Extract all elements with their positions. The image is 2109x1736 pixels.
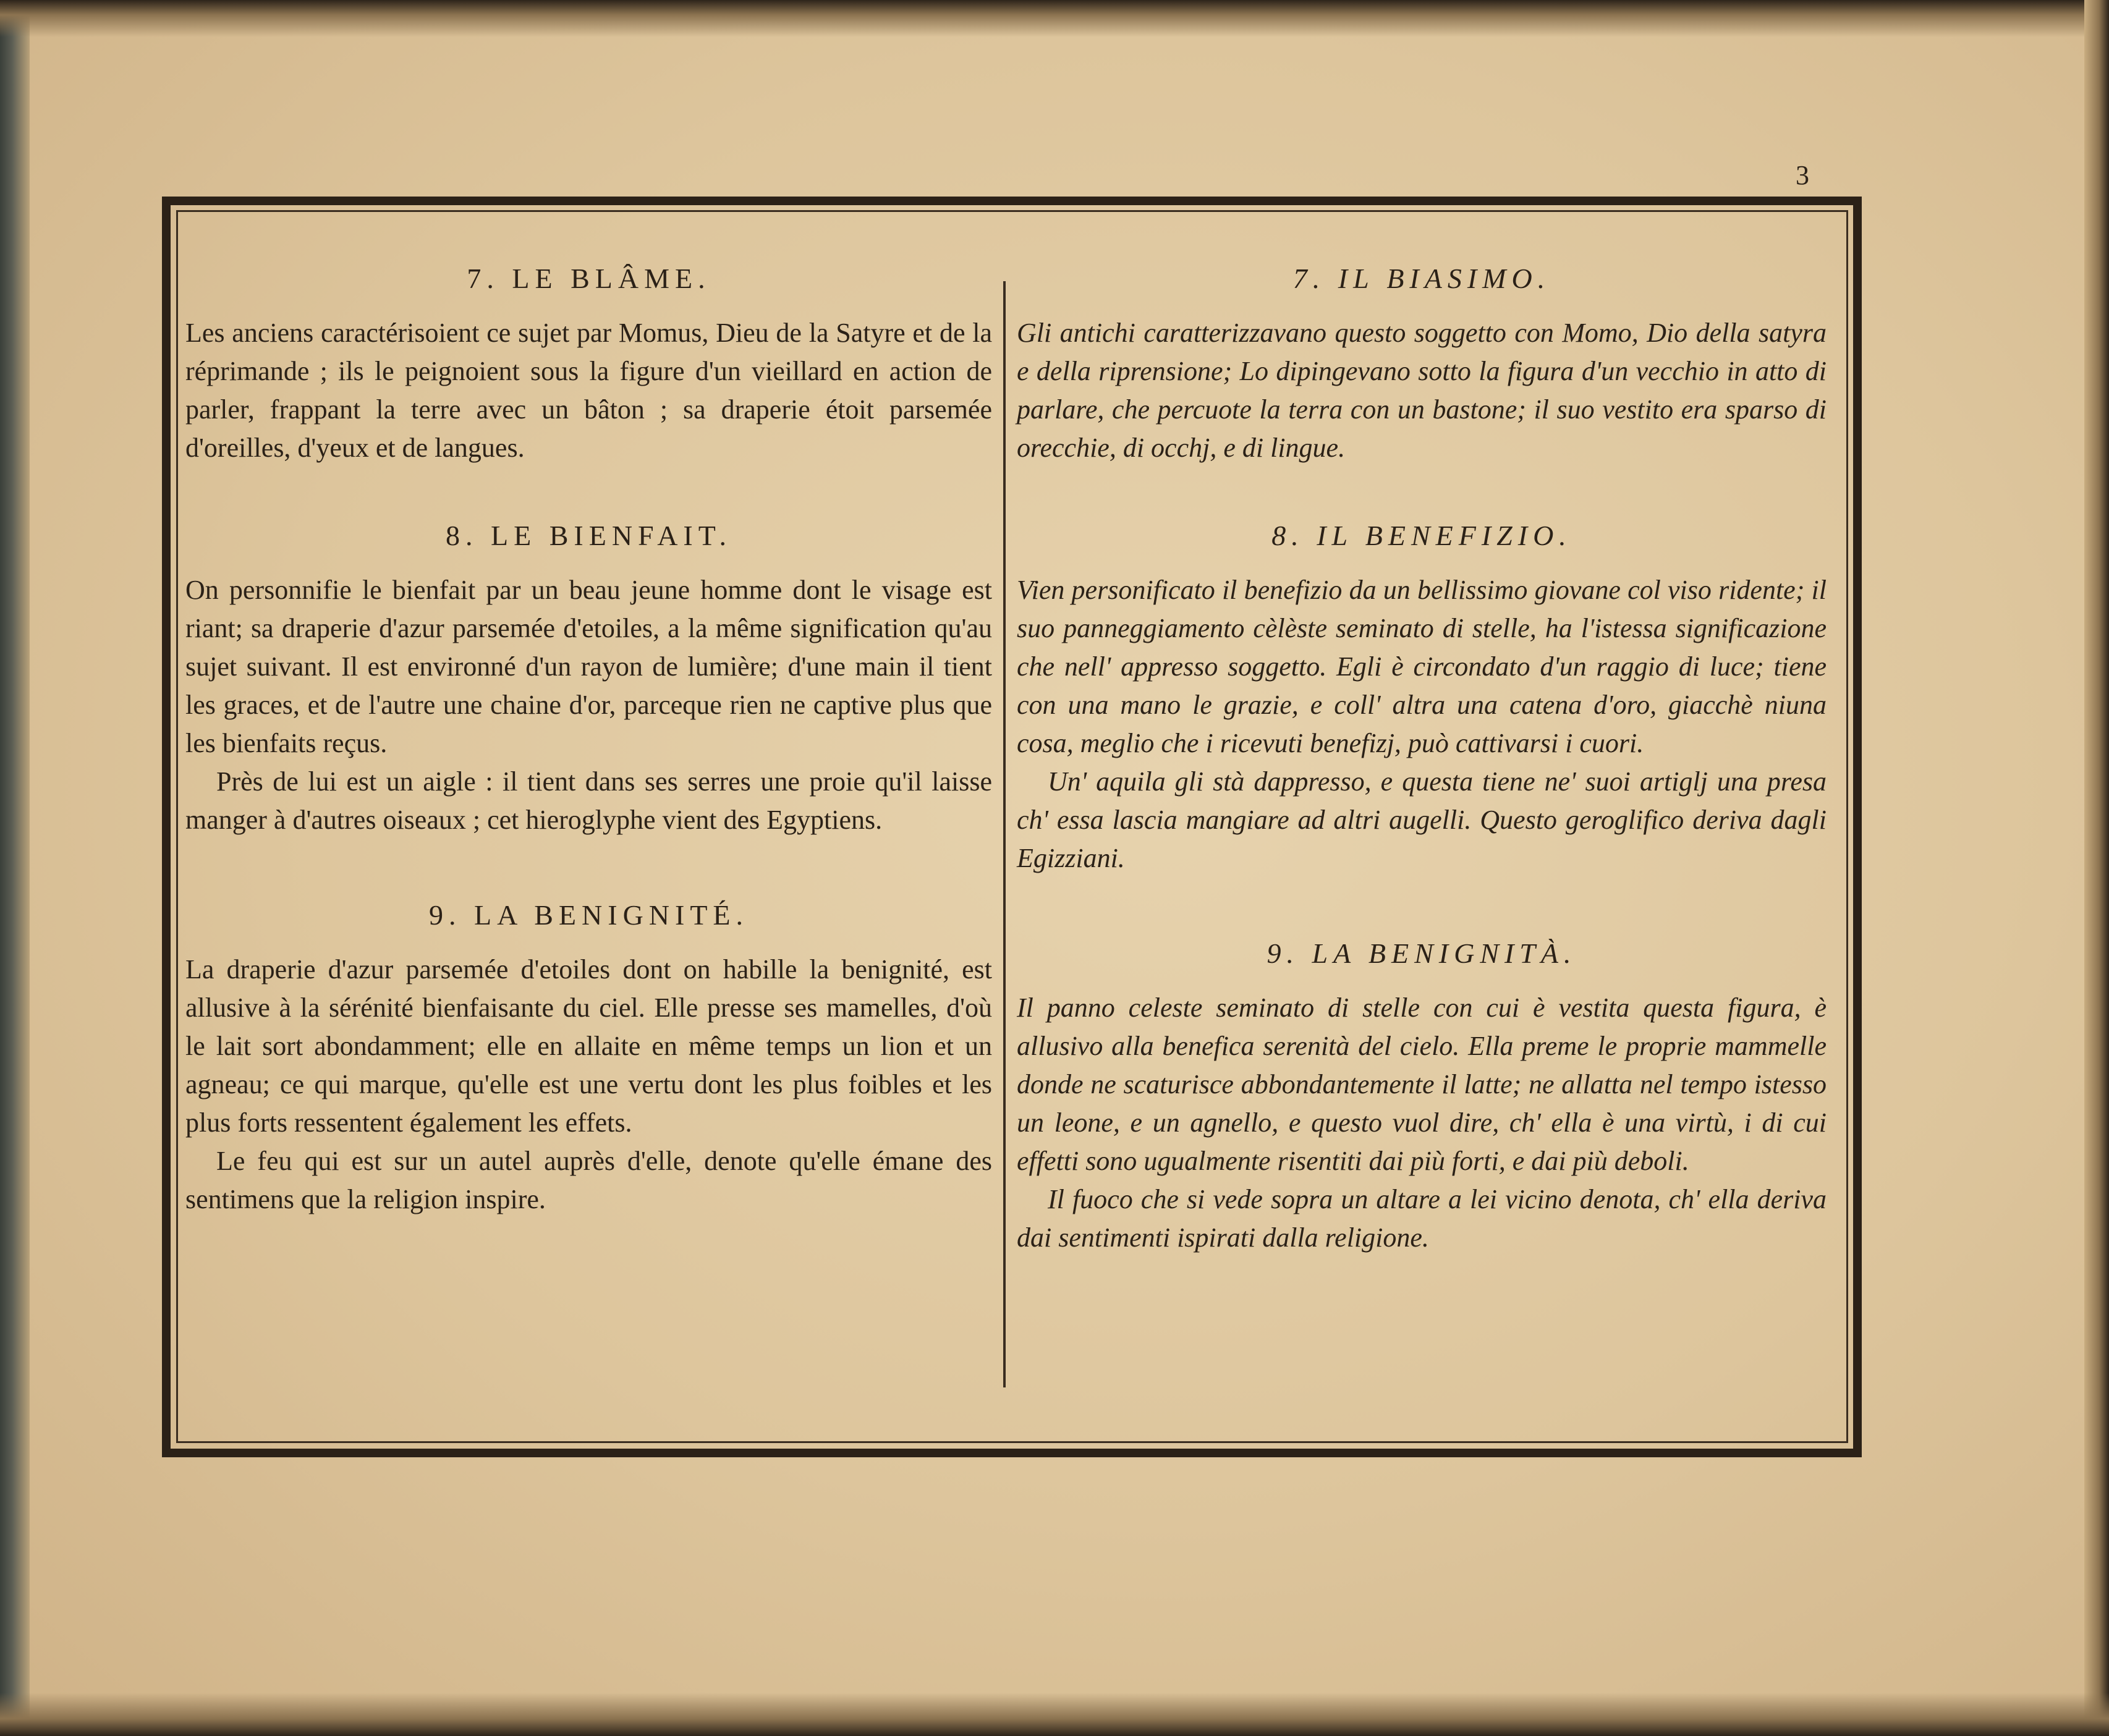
section-heading: 7. IL BIASIMO.	[1292, 263, 1551, 294]
section-biasimo	[1017, 260, 1827, 467]
section-heading: 9. LA BENIGNITÀ.	[1267, 938, 1577, 969]
section-paragraph: Un' aquila gli stà dappresso, e questa tiene ne' suoi artiglj una presa ch' essa lascia mangiare ad altri augelli. Questo geroglifico deriva dagli Egizziani.	[1017, 766, 1827, 873]
page-number: 3	[1796, 160, 1809, 190]
section-benignita	[1017, 934, 1827, 1257]
section-heading: 7. LE BLÂME.	[467, 263, 711, 294]
section-benefizio	[1017, 517, 1827, 878]
section-heading: 8. LE BIENFAIT.	[446, 520, 732, 551]
book-spine	[0, 0, 30, 1736]
section-blame	[185, 260, 992, 467]
page-right-edge	[2084, 0, 2109, 1736]
column-divider	[1003, 281, 1006, 1387]
page-bottom-edge	[0, 1693, 2109, 1736]
section-paragraph: On personnifie le bienfait par un beau jeune homme dont le visage est riant; sa draperie d'azur parsemée d'etoiles, a la même signification qu'au sujet suivant. Il est environné d'un rayon de lumière; d'une main il tient les graces, et de l'autre une chaine d'or, parceque rien ne captive plus que les bienfaits reçus.	[185, 575, 992, 758]
italian-column	[1017, 260, 1827, 1257]
section-paragraph: Le feu qui est sur un autel auprès d'elle, denote qu'elle émane des sentimens que la religion inspire.	[185, 1146, 992, 1214]
section-paragraph: Près de lui est un aigle : il tient dans ses serres une proie qu'il laisse manger à d'autres oiseaux ; cet hieroglyphe vient des Egyptiens.	[185, 766, 992, 835]
section-heading: 9. LA BENIGNITÉ.	[428, 899, 749, 931]
section-bienfait	[185, 517, 992, 839]
section-paragraph: Il panno celeste seminato di stelle con cui è vestita questa figura, è allusivo alla benefica serenità del cielo. Ella preme le proprie mammelle donde ne scaturisce abbondantemente il latte; ne allatta nel tempo istesso un leone, e un agnello, e questo vuol dire, ch' ella è una virtù, i di cui effetti sono ugualmente risentiti dai più forti, e dai più deboli.	[1017, 993, 1827, 1176]
section-paragraph: Les anciens caractérisoient ce sujet par Momus, Dieu de la Satyre et de la réprimande ; ils le peignoient sous la figure d'un vieillard en action de parler, frappant la terre avec un bâton ; sa draperie étoit parsemée d'oreilles, d'yeux et de langues.	[185, 318, 992, 463]
page-top-edge	[0, 0, 2109, 37]
section-paragraph: Gli antichi caratterizzavano questo soggetto con Momo, Dio della satyra e della riprensione; Lo dipingevano sotto la figura d'un vecchio in atto di parlare, che percuote la terra con un bastone; il suo vestito era sparso di orecchie, di occhj, e di lingue.	[1017, 318, 1827, 463]
french-column	[185, 260, 992, 1219]
section-benignite	[185, 896, 992, 1219]
section-paragraph: Vien personificato il benefizio da un bellissimo giovane col viso ridente; il suo panneggiamento cèlèste seminato di stelle, ha l'istessa significazione che nell' appresso soggetto. Egli è circondato d'un raggio di luce; tiene con una mano le grazie, e coll' altra una catena d'oro, giacchè niuna cosa, meglio che i ricevuti benefizj, può cattivarsi i cuori.	[1017, 575, 1827, 758]
section-paragraph: La draperie d'azur parsemée d'etoiles dont on habille la benignité, est allusive à la sérénité bienfaisante du ciel. Elle presse ses mamelles, d'où le lait sort abondamment; elle en allaite en même temps un lion et un agneau; ce qui marque, qu'elle est une vertu dont les plus foibles et les plus forts ressentent également les effets.	[185, 954, 992, 1138]
section-heading: 8. IL BENEFIZIO.	[1271, 520, 1572, 551]
section-paragraph: Il fuoco che si vede sopra un altare a lei vicino denota, ch' ella deriva dai sentimenti ispirati dalla religione.	[1017, 1184, 1827, 1253]
